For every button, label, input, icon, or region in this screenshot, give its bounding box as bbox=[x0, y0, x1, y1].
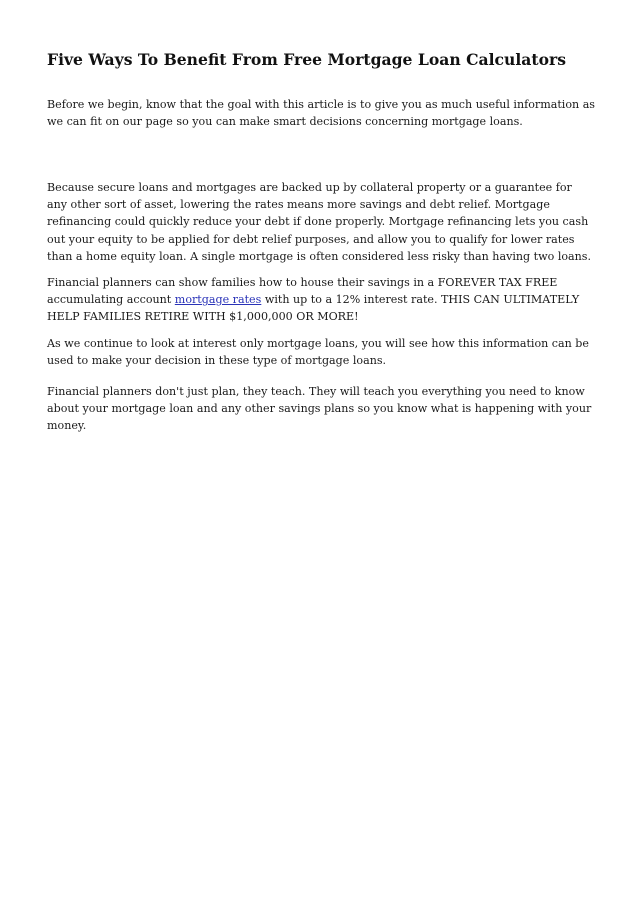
page-title: Five Ways To Benefit From Free Mortgage Loan Calculators bbox=[47, 50, 567, 69]
paragraph-intro: Before we begin, know that the goal with this article is to give you as much useful information as we can fit on our page so you can make smart decisions concerning mortgage loans. bbox=[47, 98, 595, 129]
paragraph-teaching: Financial planners don't just plan, they teach. They will teach you everything you need to know about your mortgage loan and any other savings plans so you know what is happening with your money. bbox=[47, 385, 592, 433]
paragraph-text-before-link: Financial planners can show families how to house their savings in a FOREVER TAX FREE accumulating account bbox=[47, 276, 558, 307]
paragraph-text-after-link: with up to a 12% interest rate. THIS CAN ULTIMATELY HELP FAMILIES RETIRE WITH $1,000,000 OR MORE! bbox=[47, 293, 580, 324]
mortgage-rates-link[interactable]: mortgage rates bbox=[174, 293, 262, 307]
paragraph-financial-planners bbox=[47, 274, 595, 326]
paragraph-secure-loans: Because secure loans and mortgages are backed up by collateral property or a guarantee for any other sort of asset, lowering the rates means more savings and debt relief. Mortgage refinancing could quickly reduce your debt if done properly. Mortgage refinancing lets you cash out your equity to be applied for debt relief purposes, and allow you to qualify for lower rates than a home equity loan. A single mortgage is often considered less risky than having two loans. bbox=[47, 181, 592, 263]
paragraph-interest-only: As we continue to look at interest only mortgage loans, you will see how this information can be used to make your decision in these type of mortgage loans. bbox=[47, 337, 589, 368]
